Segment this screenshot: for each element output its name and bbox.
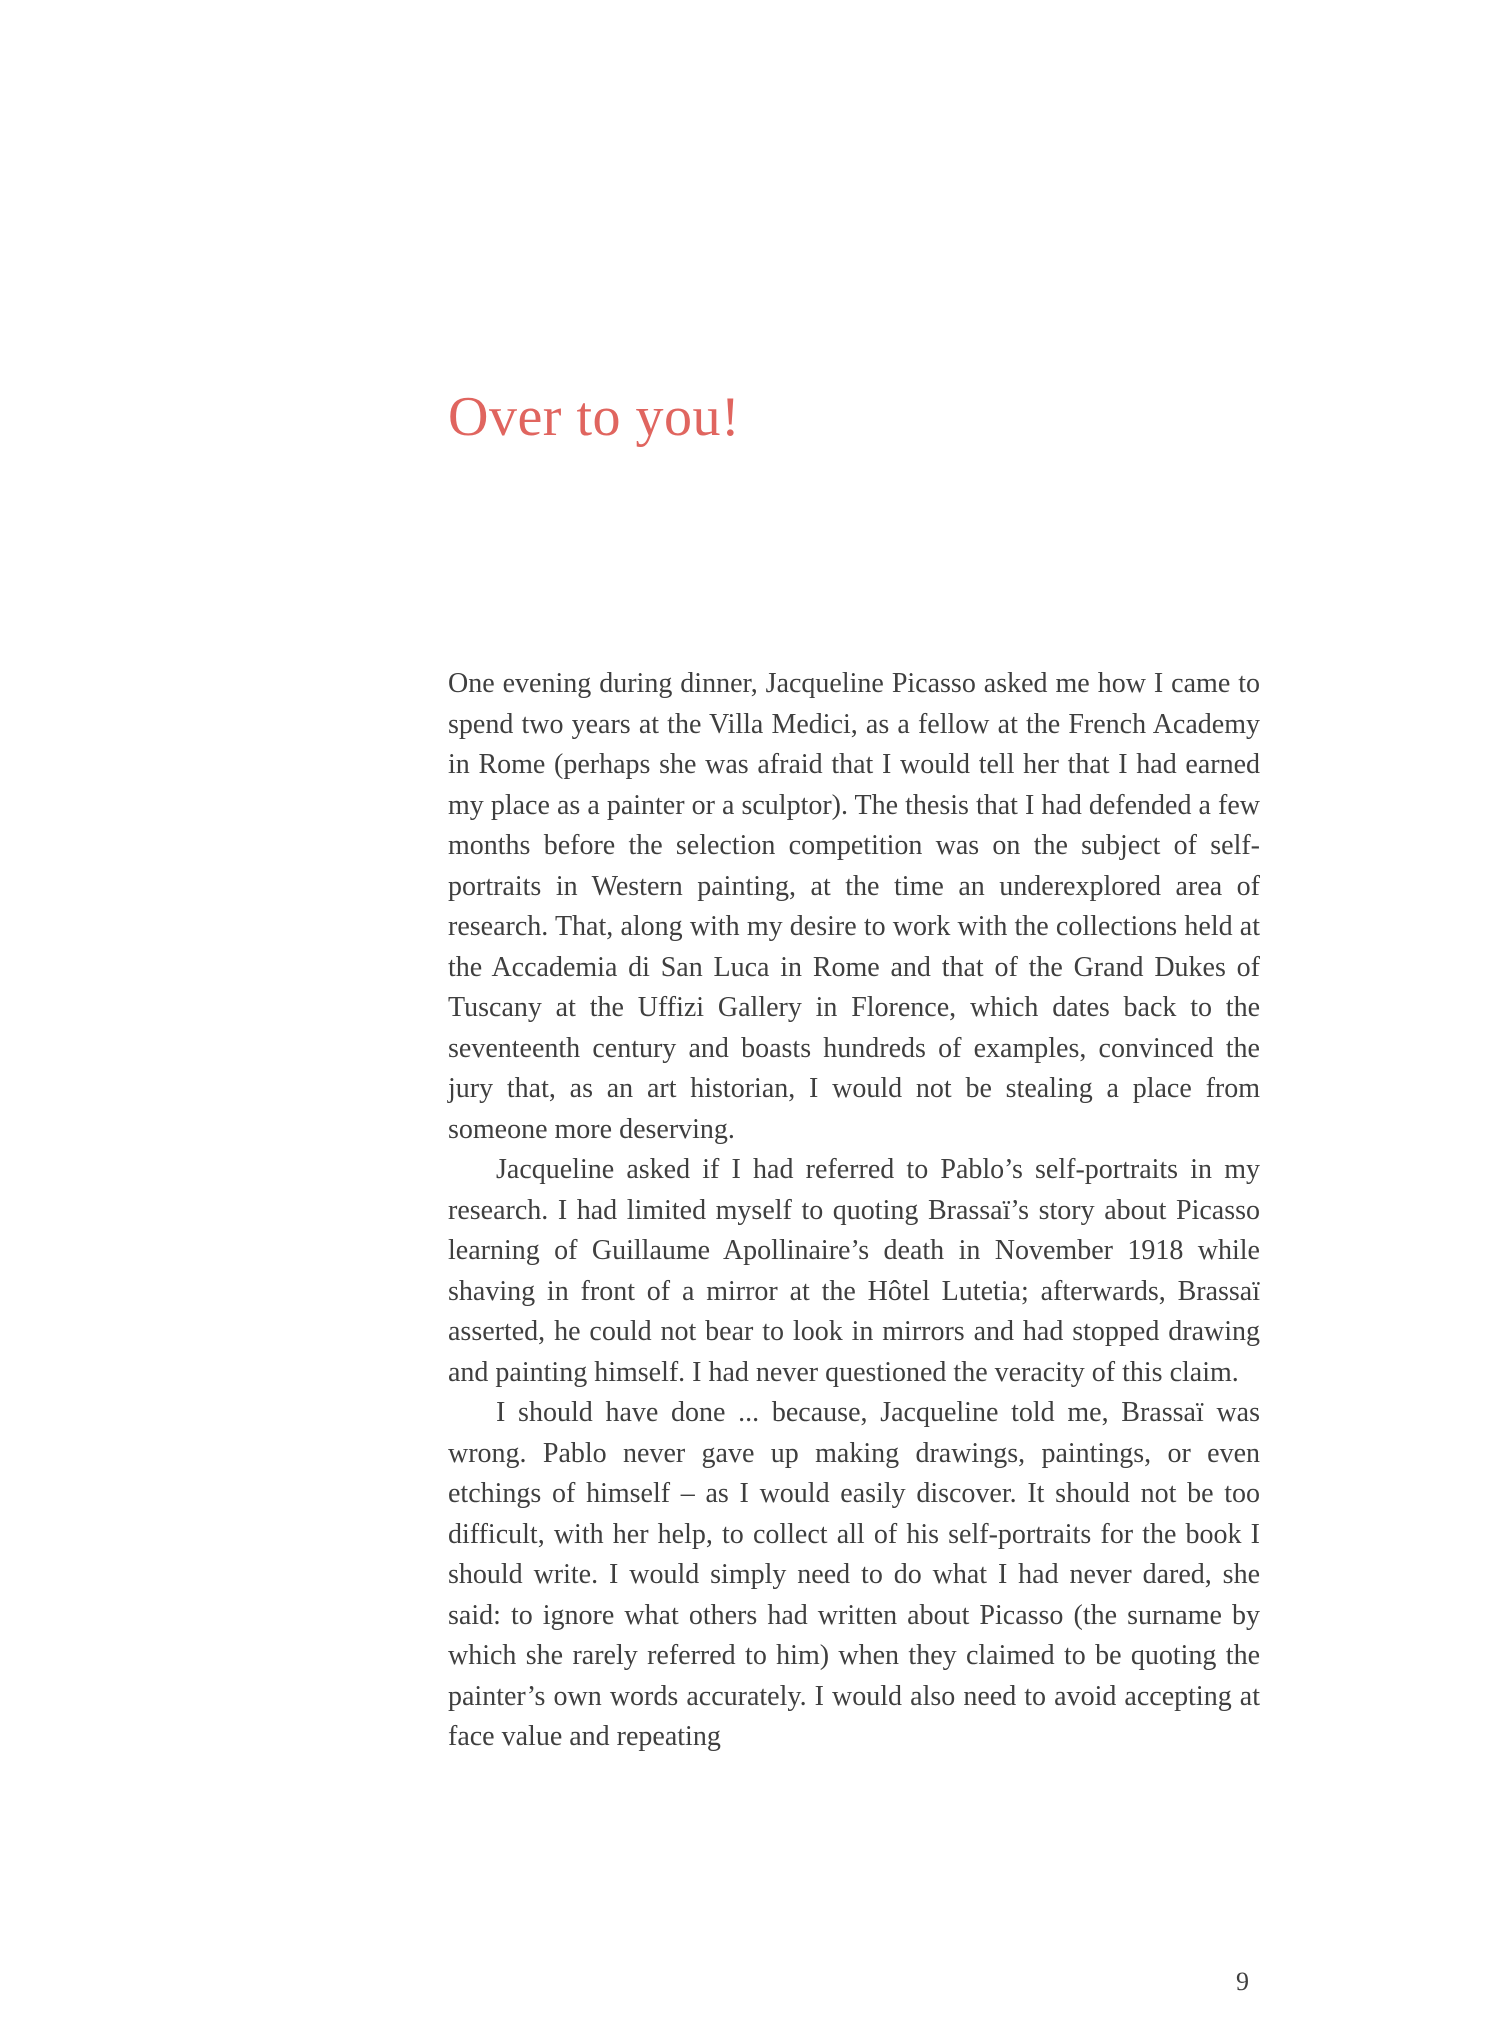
paragraph: One evening during dinner, Jacqueline Picasso asked me how I came to spend two years at the Villa Medici, as a fellow at the French Academy in Rome (perhaps she was afraid that I would tell her that I had earned my place as a painter or a sculptor). The thesis that I had defended a few months before the selection competition was on the subject of self-portraits in Western painting, at the time an underexplored area of research. That, along with my desire to work with the collections held at the Accademia di San Luca in Rome and that of the Grand Dukes of Tuscany at the Uffizi Gallery in Florence, which dates back to the seventeenth century and boasts hundreds of examples, convinced the jury that, as an art historian, I would not be stealing a place from someone more deserving. (448, 668, 1260, 1145)
paragraph: I should have done ... because, Jacqueline told me, Brassaï was wrong. Pablo never gave up making drawings, paintings, or even etchings of himself – as I would easily discover. It should not be too difficult, with her help, to collect all of his self-portraits for the book I should write. I would simply need to do what I had never dared, she said: to ignore what others had written about Picasso (the surname by which she rarely referred to him) when they claimed to be quoting the painter’s own words accurately. I would also need to avoid accepting at face value and repeating (448, 1397, 1260, 1752)
chapter-title: Over to you! (448, 386, 741, 448)
paragraph: Jacqueline asked if I had referred to Pablo’s self-portraits in my research. I had limited myself to quoting Brassaï’s story about Picasso learning of Guillaume Apollinaire’s death in November 1918 while shaving in front of a mirror at the Hôtel Lutetia; afterwards, Brassaï asserted, he could not bear to look in mirrors and had stopped drawing and painting himself. I had never questioned the veracity of this claim. (448, 1154, 1260, 1388)
body-text (448, 664, 1260, 1758)
page-number: 9 (1236, 1967, 1249, 1996)
